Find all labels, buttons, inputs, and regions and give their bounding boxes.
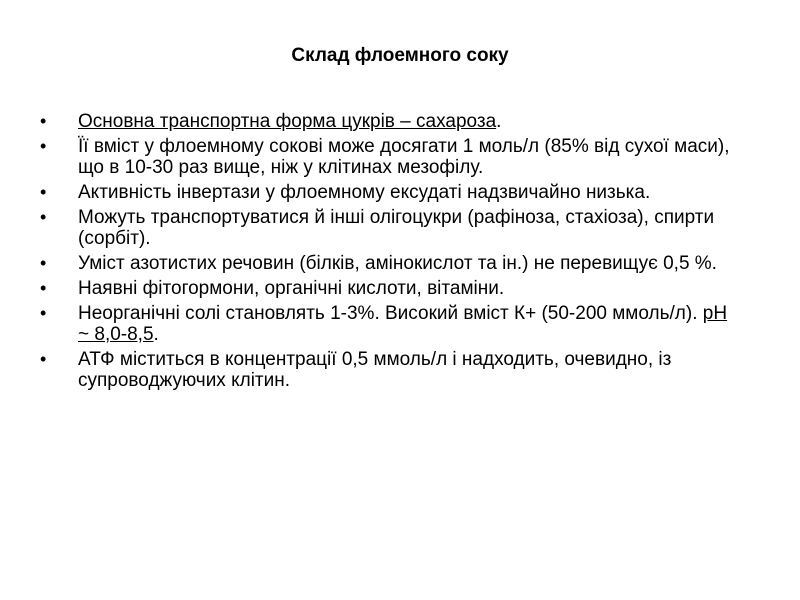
- bullet-icon: •: [40, 182, 47, 202]
- bullet-icon: •: [40, 111, 47, 131]
- slide-title: Склад флоемного соку: [291, 45, 509, 66]
- bullet-underlined-text: Основна транспортна форма цукрів – сахароза: [78, 111, 497, 132]
- ph-range-text: pH ~ 8,0-8,5: [78, 303, 728, 345]
- bullet-item: [38, 349, 738, 391]
- bullet-text: Активність інвертази у флоемному ексудаті надзвичайно низька.: [78, 182, 651, 203]
- bullet-item: [38, 303, 738, 345]
- bullet-text: Неорганічні солі становлять 1-3%. Високий вміст К+ (50-200 ммоль/л).: [78, 303, 703, 324]
- bullet-text: Наявні фітогормони, органічні кислоти, вітаміни.: [78, 278, 505, 299]
- bullet-text: Можуть транспортуватися й інші олігоцукри (рафіноза, стахіоза), спирти (сорбіт).: [78, 207, 715, 249]
- bullet-item: [38, 136, 738, 178]
- bullet-icon: •: [40, 253, 47, 273]
- bullet-text: АТФ міститься в концентрації 0,5 ммоль/л і надходить, очевидно, із супроводжуючих клітин.: [78, 349, 672, 391]
- bullet-icon: •: [40, 303, 47, 323]
- bullet-item: [38, 111, 738, 132]
- bullet-item: [38, 253, 738, 274]
- bullet-text: .: [496, 111, 502, 132]
- bullet-text: Уміст азотистих речовин (білків, амінокислот та ін.) не перевищує 0,5 %.: [78, 253, 717, 274]
- bullet-item: [38, 207, 738, 249]
- bullet-item: [38, 182, 738, 203]
- bullet-icon: •: [40, 278, 47, 298]
- bullet-text: Її вміст у флоемному сокові може досягати 1 моль/л (85% від сухої маси), що в 10-30 раз вище, ніж у клітинах мезофілу.: [78, 136, 730, 178]
- bullet-list: [38, 111, 738, 395]
- bullet-trailing-text: .: [153, 324, 159, 345]
- bullet-icon: •: [40, 207, 47, 227]
- bullet-item: [38, 278, 738, 299]
- bullet-icon: •: [40, 349, 47, 369]
- bullet-icon: •: [40, 136, 47, 156]
